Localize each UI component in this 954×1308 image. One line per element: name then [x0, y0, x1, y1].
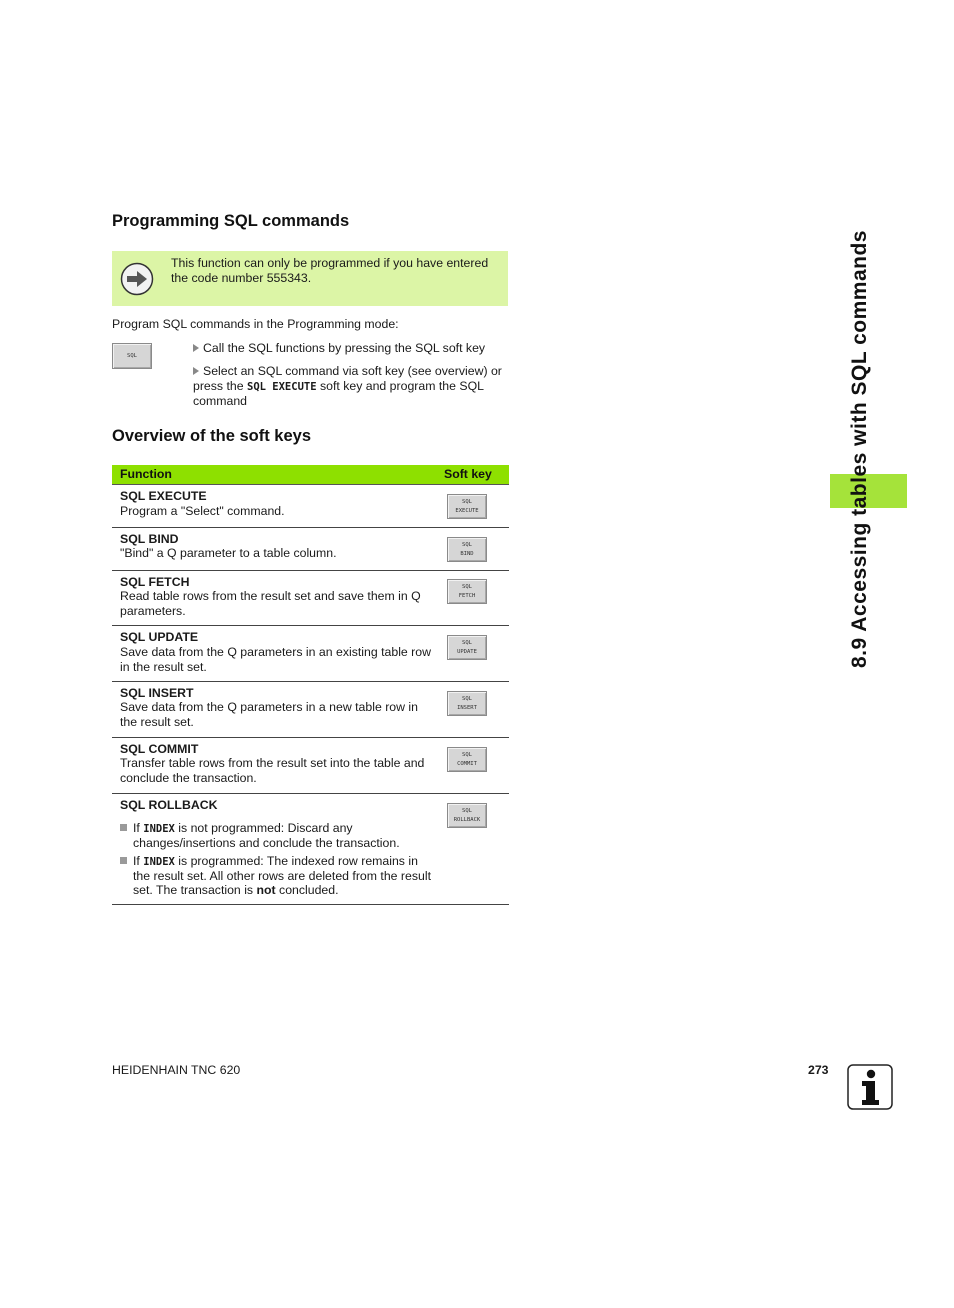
- note-text: This function can only be programmed if you have entered the code number 555343.: [171, 256, 489, 285]
- table-row: SQL INSERT Save data from the Q parameters in a new table row in the result set. SQL INSERT: [112, 682, 509, 738]
- sql-insert-softkey[interactable]: SQL INSERT: [447, 691, 487, 716]
- page-number: 273: [808, 1063, 829, 1077]
- table-header: [112, 465, 509, 485]
- list-item: If INDEX is programmed: The indexed row remains in the result set. All other rows are deleted from the result set. The transaction is not concluded.: [120, 854, 438, 897]
- step-2: Select an SQL command via soft key (see overview) or press the SQL EXECUTE soft key and program the SQL command: [193, 364, 502, 408]
- bullet-icon: [120, 857, 127, 864]
- sql-bind-softkey[interactable]: SQL BIND: [447, 537, 487, 562]
- sql-execute-softkey[interactable]: SQL EXECUTE: [447, 494, 487, 519]
- table-row: SQL EXECUTE Program a "Select" command. SQL EXECUTE: [112, 485, 509, 528]
- chapter-title: 8.9 Accessing tables with SQL commands: [848, 230, 871, 668]
- sql-fetch-softkey[interactable]: SQL FETCH: [447, 579, 487, 604]
- footer-manual-name: HEIDENHAIN TNC 620: [112, 1063, 241, 1077]
- arrow-right-icon: [120, 262, 154, 296]
- info-icon: [847, 1064, 893, 1110]
- step-arrow-icon: [193, 344, 199, 352]
- section-heading-overview: Overview of the soft keys: [112, 427, 311, 445]
- table-row: SQL FETCH Read table rows from the result set and save them in Q parameters. SQL FETCH: [112, 571, 509, 626]
- column-header-function: Function: [120, 467, 172, 481]
- table-row: SQL BIND "Bind" a Q parameter to a table column. SQL BIND: [112, 528, 509, 571]
- column-header-softkey: Soft key: [444, 467, 492, 481]
- list-item: If INDEX is not programmed: Discard any changes/insertions and conclude the transaction.: [120, 821, 438, 850]
- step-1: Call the SQL functions by pressing the SQL soft key: [193, 341, 505, 356]
- table-row: SQL COMMIT Transfer table rows from the result set into the table and conclude the transaction. SQL COMMIT: [112, 738, 509, 794]
- sql-update-softkey[interactable]: SQL UPDATE: [447, 635, 487, 660]
- sql-commit-softkey[interactable]: SQL COMMIT: [447, 747, 487, 772]
- step-arrow-icon: [193, 367, 199, 375]
- bullet-icon: [120, 824, 127, 831]
- table-row: SQL ROLLBACK If INDEX is not programmed: Discard any changes/insertions and conclude the transaction. If INDEX is programmed: The indexed row remains in the result set. All other rows are deleted from the result set. The transaction is not concluded. SQL ROLLBACK: [112, 794, 509, 905]
- table-row: SQL UPDATE Save data from the Q parameters in an existing table row in the result set. SQL UPDATE: [112, 626, 509, 682]
- intro-text: Program SQL commands in the Programming mode:: [112, 317, 399, 331]
- sql-rollback-softkey[interactable]: SQL ROLLBACK: [447, 803, 487, 828]
- sql-softkey[interactable]: SQL: [112, 343, 152, 369]
- section-heading-programming: Programming SQL commands: [112, 212, 350, 230]
